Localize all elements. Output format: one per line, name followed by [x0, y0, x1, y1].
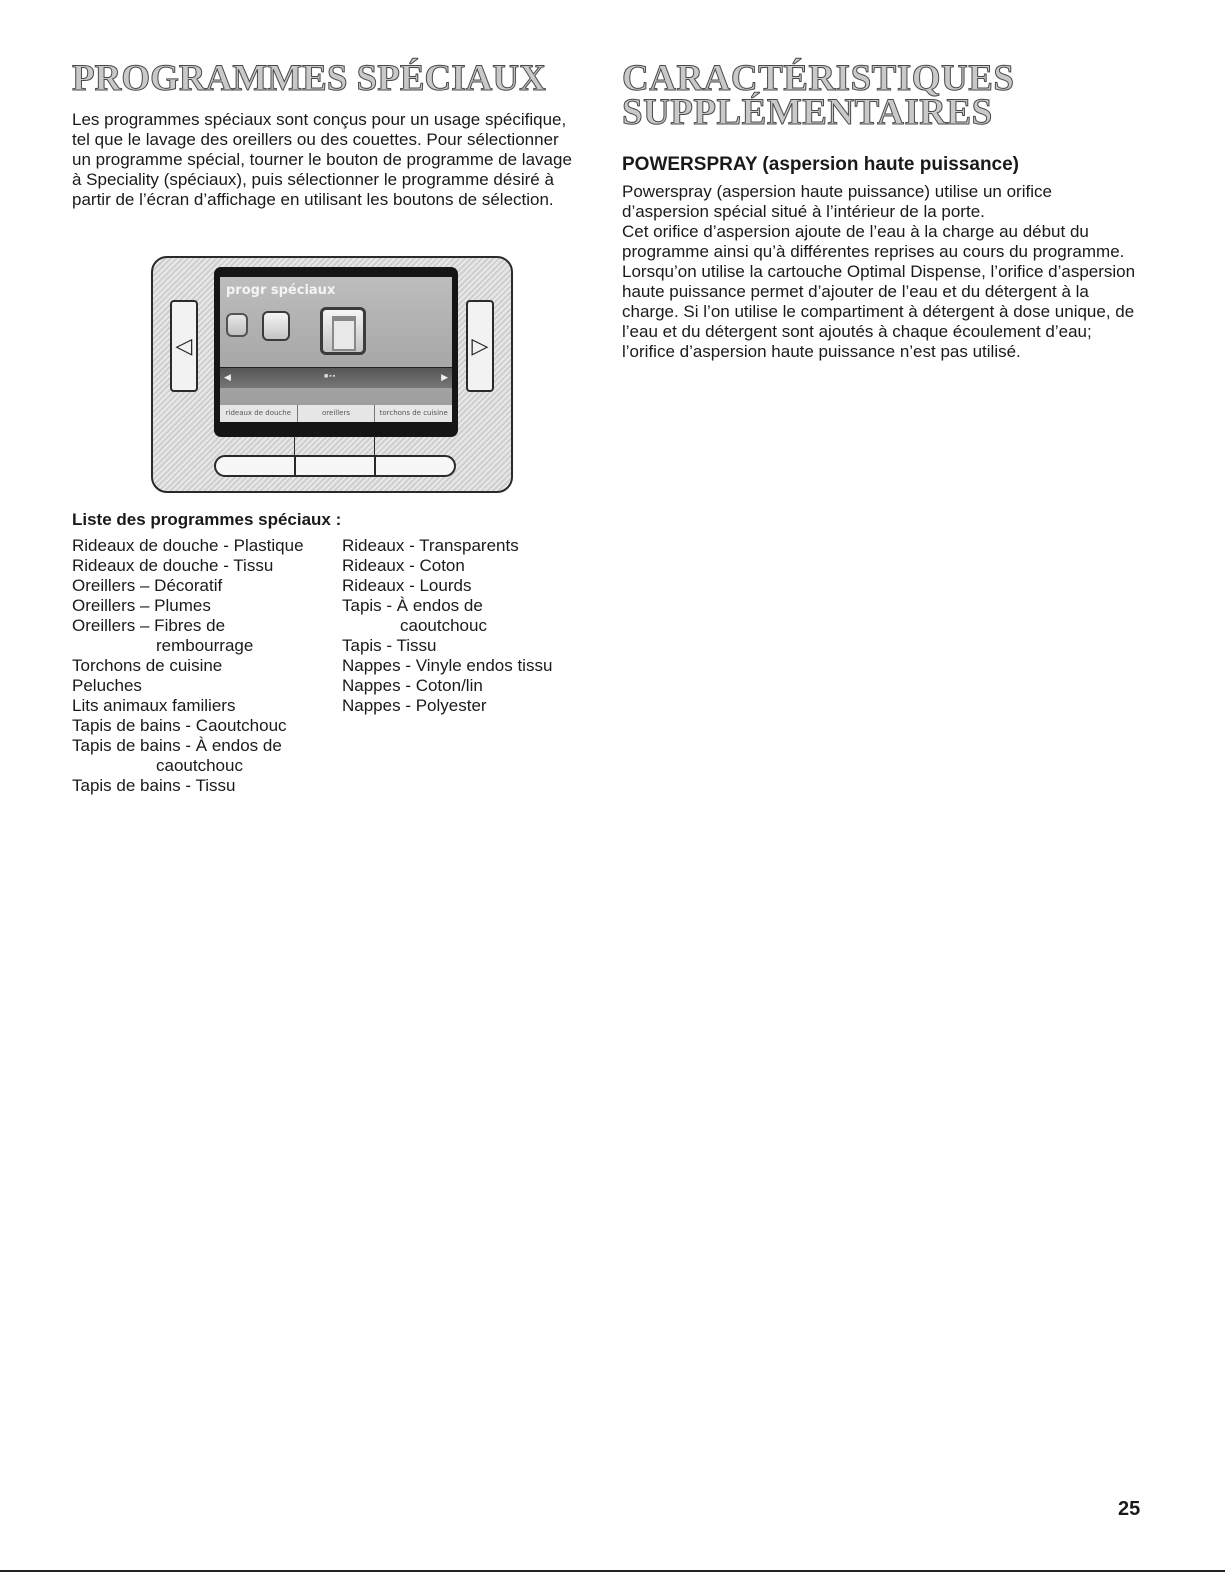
selection-buttons	[214, 455, 456, 477]
section-title-line-2: SUPPLÉMENTAIRES	[622, 92, 993, 133]
screen-option-label: torchons de cuisine	[379, 409, 448, 417]
list-item: Tapis de bains - À endos de	[72, 736, 282, 755]
right-arrow-button	[466, 300, 494, 392]
intro-paragraph	[72, 110, 582, 210]
list-item: Tapis - À endos de	[342, 596, 483, 615]
list-item: Nappes - Vinyle endos tissu	[342, 656, 553, 675]
list-item: Rideaux - Lourds	[342, 576, 472, 595]
list-item: Oreillers – Plumes	[72, 596, 211, 615]
right-mini-arrow-icon: ▶	[441, 372, 448, 382]
list-item: Rideaux de douche - Plastique	[72, 536, 304, 555]
list-column-2	[342, 536, 552, 796]
section-title-caracteristiques	[622, 58, 1142, 133]
bottom-rule	[0, 1570, 1225, 1572]
screen-nav-strip	[220, 367, 452, 388]
left-column	[72, 58, 582, 210]
list-item-continuation: caoutchouc	[400, 616, 487, 635]
powerspray-paragraph: Lorsqu’on utilise la cartouche Optimal Dispense, l’orifice d’aspersion haute puissance permet d’ajouter de l’eau et du détergent à la charge. Si l’on utilise le compartiment à détergent à dose unique, de l’eau et du détergent sont ajoutés à chaque écoulement d’eau; l’orifice d’aspersion haute puissance n’est pas utilisé.	[622, 262, 1136, 361]
special-programs-list	[72, 510, 592, 796]
program-tile-icon	[262, 311, 290, 341]
list-item: Torchons de cuisine	[72, 656, 223, 675]
left-mini-arrow-icon: ◀	[224, 372, 231, 382]
screen-title: progr spéciaux	[226, 283, 336, 298]
right-triangle-icon: ▷	[471, 333, 489, 358]
list-heading: Liste des programmes spéciaux :	[72, 510, 342, 529]
page-dots-icon: ■▪▪	[324, 373, 337, 380]
section-title-line-1: CARACTÉRISTIQUES	[622, 58, 1015, 99]
display-screen-content	[220, 277, 452, 422]
list-item: Nappes - Coton/lin	[342, 676, 483, 695]
list-item-continuation: caoutchouc	[156, 756, 243, 775]
list-item: Rideaux de douche - Tissu	[72, 556, 274, 575]
powerspray-heading: POWERSPRAY (aspersion haute puissance)	[622, 154, 1020, 175]
screen-option-labels	[220, 405, 452, 422]
screen-option-label: oreillers	[298, 405, 376, 422]
selection-button	[376, 457, 454, 475]
divider-line	[294, 436, 295, 456]
list-item: Rideaux - Coton	[342, 556, 465, 575]
left-triangle-icon: ◁	[175, 333, 193, 358]
list-item: Rideaux - Transparents	[342, 536, 519, 555]
left-arrow-button	[170, 300, 198, 392]
page-number: 25	[1118, 1498, 1141, 1520]
screen-option-label: rideaux de douche	[220, 405, 298, 422]
selected-program-tile-icon	[320, 307, 366, 355]
list-item: Tapis de bains - Tissu	[72, 776, 236, 795]
list-column-1	[72, 536, 342, 796]
list-item: Peluches	[72, 676, 142, 695]
powerspray-body	[622, 182, 1142, 362]
list-item: Tapis - Tissu	[342, 636, 437, 655]
control-panel-illustration	[151, 256, 513, 493]
list-item: Tapis de bains - Caoutchouc	[72, 716, 287, 735]
powerspray-paragraph: Powerspray (aspersion haute puissance) utilise un orifice d’aspersion spécial situé à l’intérieur de la porte.	[622, 182, 1052, 221]
list-item: Lits animaux familiers	[72, 696, 236, 715]
display-screen	[214, 267, 458, 437]
list-item: Oreillers – Décoratif	[72, 576, 223, 595]
list-item: Nappes - Polyester	[342, 696, 487, 715]
list-item: Oreillers – Fibres de	[72, 616, 226, 635]
selection-button	[216, 457, 296, 475]
right-column	[622, 58, 1142, 362]
intro-text: Les programmes spéciaux sont conçus pour un usage spécifique, tel que le lavage des oreillers ou des couettes. Pour sélectionner un programme spécial, tourner le bouton de programme de lavage à Speciality (spéciaux), puis sélectionner le programme désiré à partir de l’écran d’affichage en utilisant les boutons de sélection.	[72, 110, 572, 209]
powerspray-paragraph: Cet orifice d’aspersion ajoute de l’eau à la charge au début du programme ainsi qu’à différentes reprises au cours du programme.	[622, 222, 1125, 261]
section-title-programmes-speciaux: PROGRAMMES SPÉCIAUX	[72, 58, 546, 99]
divider-line	[374, 436, 375, 456]
program-tile-icon	[226, 313, 248, 337]
list-item-continuation: rembourrage	[156, 636, 254, 655]
selection-button	[296, 457, 376, 475]
